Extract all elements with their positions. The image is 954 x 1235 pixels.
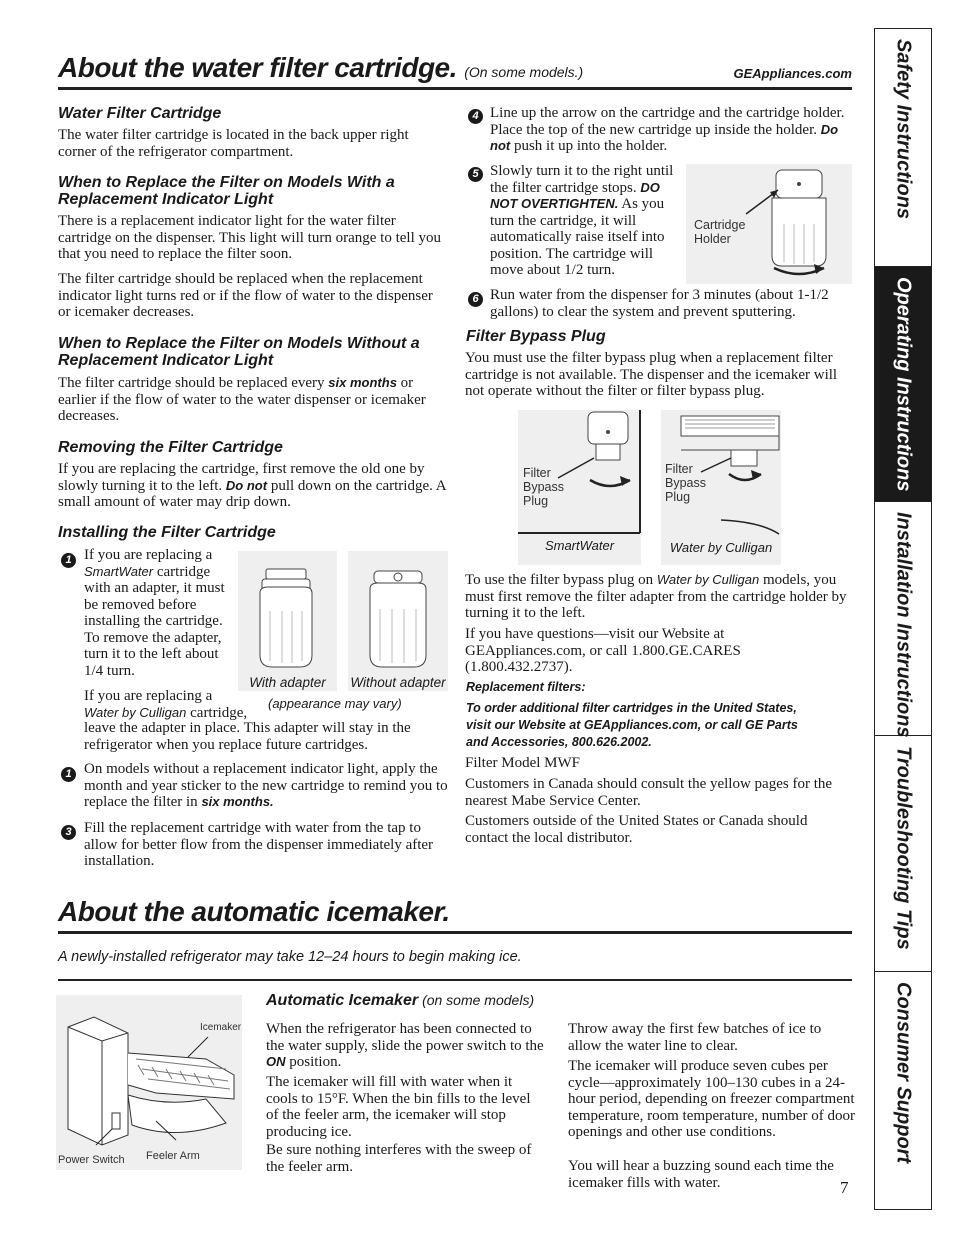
use-bypass-text: To use the filter bypass plug on Water by Culligan models, you must first remove the filter adapter from the cartridge holder by turning it to the left. [465, 572, 847, 621]
title-text: About the water filter cartridge. [58, 52, 457, 83]
figure-icemaker [56, 995, 242, 1170]
page-number: 7 [840, 1178, 849, 1197]
outside-text: Customers outside of the United States or Canada should contact the local distributor. [465, 813, 808, 846]
with-indicator-p2: The filter cartridge should be replaced when the replacement indicator light turns red or if the flow of water to the dispenser or icemaker decreases. [58, 271, 433, 320]
figure-cartridge-holder [686, 164, 852, 284]
figure-bypass-culligan [661, 410, 781, 565]
icemaker-title-rule [58, 931, 852, 934]
canada-text: Customers in Canada should consult the yellow pages for the nearest Mabe Service Center. [465, 776, 833, 809]
step-5-text: Slowly turn it to the right until the filter cartridge stops. DO NOT OVERTIGHTEN. As you turn the cartridge, it will automatically raise itself into position. The cartridge will move about 1/2 turn. [490, 163, 674, 278]
icemaker-label: Icemaker [200, 1022, 242, 1033]
with-indicator-p1: There is a replacement indicator light for the water filter cartridge on the dispenser. This light will turn orange to tell you that you need to replace the filter soon. [58, 213, 441, 262]
step-1-badge: 1 [61, 553, 76, 568]
heading-without-indicator: When to Replace the Filter on Models Without a Replacement Indicator Light [58, 335, 420, 369]
bypass-text: You must use the filter bypass plug when a replacement filter cartridge is not available. The dispenser and the icemaker will not operate without the filter or filter bypass plug. [465, 350, 838, 399]
step-4-text: Line up the arrow on the cartridge and the cartridge holder. Place the top of the new cartridge up inside the holder. Do not push it up into the holder. [490, 105, 845, 154]
bypass-caption-culligan: Water by Culligan [669, 540, 773, 555]
title-subtitle: (On some models.) [464, 64, 584, 80]
feeler-arm-label: Feeler Arm [146, 1150, 200, 1162]
step-3-badge: 3 [61, 825, 76, 840]
icemaker-col1-p3: Be sure nothing interferes with the sweep of the feeler arm. [266, 1142, 532, 1175]
cartridge-with-adapter-icon [238, 551, 337, 691]
questions-text: If you have questions—visit our Website at GEAppliances.com, or call 1.800.GE.CARES (1.800.432.2737). [465, 626, 741, 675]
page-title [58, 52, 583, 84]
icemaker-col1-p2: The icemaker will fill with water when it cools to 15°F. When the bin fills to the level of the feeler arm, the icemaker will stop producing ice. [266, 1074, 531, 1140]
step-5-badge: 5 [468, 167, 483, 182]
tab-installation-instructions[interactable]: Installation Instructions [875, 502, 931, 736]
icemaker-col2-p3: You will hear a buzzing sound each time the icemaker fills with water. [568, 1158, 834, 1191]
tab-troubleshooting-tips[interactable]: Troubleshooting Tips [875, 736, 931, 972]
figure-without-adapter [348, 551, 448, 691]
tab-safety-instructions[interactable]: Safety Instructions [875, 29, 931, 267]
bypass-caption-smartwater: SmartWater [544, 538, 615, 553]
automatic-icemaker-heading: Automatic Icemaker (on some models) [266, 992, 535, 1009]
step-1b-text-cont: leave the adapter in place. This adapter will stay in the refrigerator when you replace future cartridges. [84, 720, 411, 753]
step-2-badge: 1 [61, 767, 76, 782]
bypass-label-1: Filter Bypass Plug [523, 466, 564, 508]
tab-operating-instructions[interactable]: Operating Instructions [875, 267, 931, 502]
icemaker-intro: A newly-installed refrigerator may take 12–24 hours to begin making ice. [58, 949, 522, 965]
icemaker-col2-p1: Throw away the first few batches of ice to allow the water line to clear. [568, 1021, 822, 1054]
heading-removing: Removing the Filter Cartridge [58, 439, 283, 456]
step-2-text: On models without a replacement indicator light, apply the month and year sticker to the new cartridge to remind you to replace the filter in six months. [84, 761, 448, 810]
water-filter-cartridge-text: The water filter cartridge is located in the back upper right corner of the refrigerator compartment. [58, 127, 409, 160]
figure-bypass-smartwater [518, 410, 641, 565]
title-rule [58, 87, 852, 90]
step-3-text: Fill the replacement cartridge with water from the tap to allow for better flow from the dispenser immediately after installation. [84, 820, 434, 869]
caption-without-adapter: Without adapter [350, 675, 446, 690]
icemaker-intro-rule [58, 979, 852, 981]
without-indicator-p1: The filter cartridge should be replaced every six months or earlier if the flow of water to the water dispenser or icemaker decreases. [58, 375, 426, 424]
icemaker-col2-p2: The icemaker will produce seven cubes per cycle—approximately 100–130 cubes in a 24-hour period, depending on freezer compartment temperature, room temperature, number of door openings and other use conditions. [568, 1058, 855, 1140]
filter-model: Filter Model MWF [465, 755, 580, 771]
section-tabs [874, 28, 932, 1210]
heading-filter-bypass-plug: Filter Bypass Plug [466, 328, 606, 345]
power-switch-label: Power Switch [58, 1154, 125, 1166]
heading-installing: Installing the Filter Cartridge [58, 524, 276, 541]
tab-consumer-support[interactable]: Consumer Support [892, 982, 915, 1164]
heading-with-indicator: When to Replace the Filter on Models With a Replacement Indicator Light [58, 174, 395, 208]
heading-water-filter-cartridge: Water Filter Cartridge [58, 105, 222, 122]
cartridge-without-adapter-icon [348, 551, 448, 691]
removing-p1: If you are replacing the cartridge, first remove the old one by slowly turning it to the left. Do not pull down on the cartridge. A small amount of water may drip down. [58, 461, 446, 510]
step-6-text: Run water from the dispenser for 3 minutes (about 1-1/2 gallons) to clear the system and prevent sputtering. [490, 287, 829, 320]
figure-with-adapter [238, 551, 337, 691]
order-text: To order additional filter cartridges in the United States, visit our Website at GEAppliances.com, or call GE Parts and Accessories, 800.626.2002. [466, 701, 798, 749]
icemaker-col1-p1: When the refrigerator has been connected to the water supply, slide the power switch to the ON position. [266, 1021, 544, 1070]
caption-with-adapter: With adapter [249, 675, 326, 690]
step-1b-text: If you are replacing a Water by Culligan cartridge, [84, 688, 248, 721]
website-url[interactable]: GEAppliances.com [733, 66, 852, 81]
figure-note: (appearance may vary) [268, 696, 402, 711]
icemaker-title: About the automatic icemaker. [58, 896, 450, 927]
step-4-badge: 4 [468, 109, 483, 124]
step-6-badge: 6 [468, 292, 483, 307]
step-1-text: If you are replacing a SmartWater cartridge with an adapter, it must be removed before installing the cartridge. To remove the adapter, turn it to the left about 1/4 turn. [84, 547, 225, 679]
replacement-heading: Replacement filters: [466, 680, 586, 694]
cartridge-holder-label: Cartridge Holder [694, 218, 746, 246]
bypass-label-2: Filter Bypass Plug [665, 462, 706, 504]
